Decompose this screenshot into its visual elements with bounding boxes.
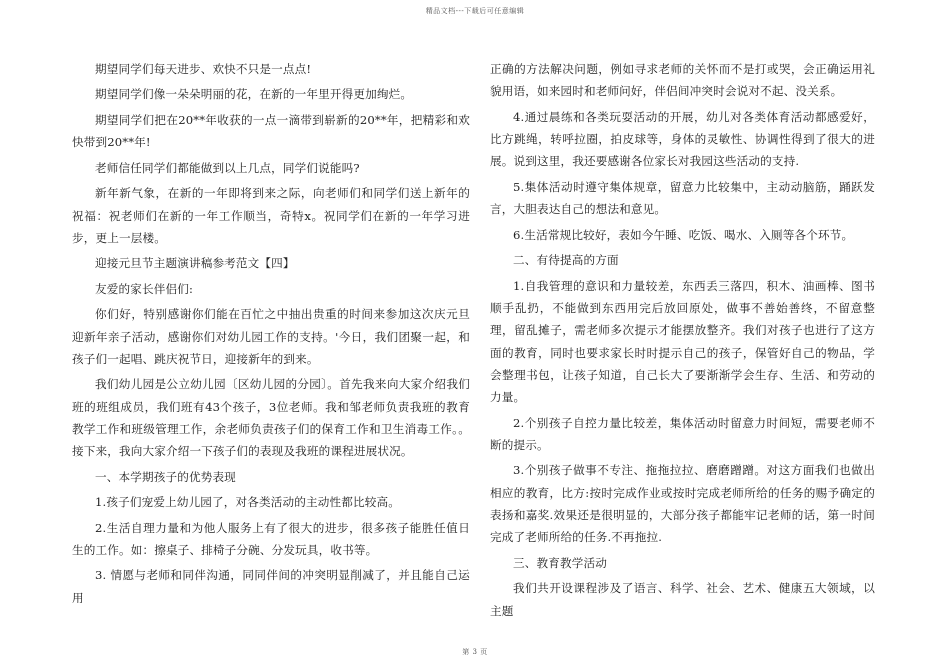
- salutation: 友爱的家长伴侣们:: [95, 281, 194, 296]
- left-column: [72, 58, 470, 612]
- page-number: 第 3 页: [462, 648, 488, 656]
- list-item: 5.集体活动时遵守集体规章，留意力比较集中，主动动脑筋，踊跃发言，大胆表达自己的想法和意见。: [490, 179, 875, 217]
- paragraph: 老师信任同学们都能做到以上几点，同学们说能吗?: [95, 160, 360, 175]
- list-item: 2.生活自理力量和为他人服务上有了很大的进步，很多孩子能胜任值日生的工作。如：擦桌子、排椅子分碗、分发玩具，收书等。: [72, 520, 470, 557]
- list-item: 6.生活常规比较好，表如今午睡、吃饭、喝水、入厕等各个环节。: [513, 227, 854, 242]
- right-column: [490, 58, 875, 625]
- list-item: 3. 情愿与老师和同伴沟通，同同伴间的冲突明显削减了，并且能自己运用: [72, 568, 470, 605]
- paragraph: 新年新气象，在新的一年即将到来之际，向老师们和同学们送上新年的祝福：祝老师们在新的一年工作顺当，奇特x。祝同学们在新的一年学习进步，更上一层楼。: [72, 186, 470, 245]
- page-header: 精品文档---下载后可任意编辑: [425, 7, 525, 15]
- list-item: 3.个别孩子做事不专注、拖拖拉拉、磨磨蹭蹭。对这方面我们也做出相应的教育，比方:按时完成作业或按时完成老师所给的任务的赐予确定的表扬和嘉奖.效果还是很明显的，大部分孩子都能牢记老师的话，第一时间完成了老师所给的任务.不再拖拉.: [490, 463, 875, 545]
- paragraph: 我们幼儿园是公立幼儿园〔区幼儿园的分园〕。首先我来向大家介绍我们班的班组成员，我们班有43个孩子，3位老师。我和邹老师负责我班的教育教学工作和班级管理工作，余老师负责孩子们的保育工作和卫生消毒工作。。接下来，我向大家介绍一下孩子们的表现及我班的课程进展状况。: [72, 377, 470, 459]
- paragraph-continued: 正确的方法解决问题，例如寻求老师的关怀而不是打或哭，会正确运用礼貌用语，如来园时和老师问好，伴侣间冲突时会说对不起、没关系。: [490, 62, 875, 99]
- list-item: 1.自我管理的意识和力量较差，东西丢三落四，积木、油画棒、图书顺手乱扔，不能做到东西用完后放回原处，做事不善始善终，不留意整理，留乱摊子，需老师多次提示才能摆放整齐。我们对孩子也进行了这方面的教育，同时也要求家长时时提示自己的孩子，保管好自己的物品，学会整理书包，让孩子知道，自己长大了要渐渐学会生存、生活、和劳动的力量。: [490, 278, 875, 405]
- paragraph: 期望同学们像一朵朵明丽的花，在新的一年里开得更加绚烂。: [95, 87, 413, 102]
- list-item: 1.孩子们宠爱上幼儿园了，对各类活动的主动性都比较高。: [95, 495, 400, 510]
- list-item: 4.通过晨练和各类玩耍活动的开展，幼儿对各类体育活动都感爱好，比方跳绳，转呼拉圈，拍皮球等，身体的灵敏性、协调性得到了很大的进展。说到这里，我还要感谢各位家长对我园这些活动的支持.: [490, 109, 875, 169]
- paragraph: 期望同学们每天进步、欢快不只是一点点!: [95, 62, 312, 76]
- list-item: 2.个别孩子自控力量比较差，集体活动时留意力时间短，需要老师不断的提示。: [490, 415, 875, 452]
- paragraph: 你们好，特别感谢你们能在百忙之中抽出贵重的时间来参加这次庆元旦迎新年亲子活动，感谢你们对幼儿园工作的支持。'今日，我们团聚一起，和孩子们一起唱、跳庆祝节日，迎接新年的到来。: [72, 307, 470, 366]
- section-heading: 一、本学期孩子的优势表现: [95, 469, 236, 484]
- paragraph: 期望同学们把在20**年收获的一点一滴带到崭新的20**年，把精彩和欢快带到20**年!: [72, 112, 470, 150]
- paragraph: 我们共开设课程涉及了语言、科学、社会、艺术、健康五大领域，以主题: [490, 581, 875, 618]
- section-heading: 迎接元旦节主题演讲稿参考范文【四】: [95, 256, 295, 271]
- section-heading: 二、有待提高的方面: [513, 253, 619, 268]
- section-heading: 三、教育教学活动: [513, 555, 607, 570]
